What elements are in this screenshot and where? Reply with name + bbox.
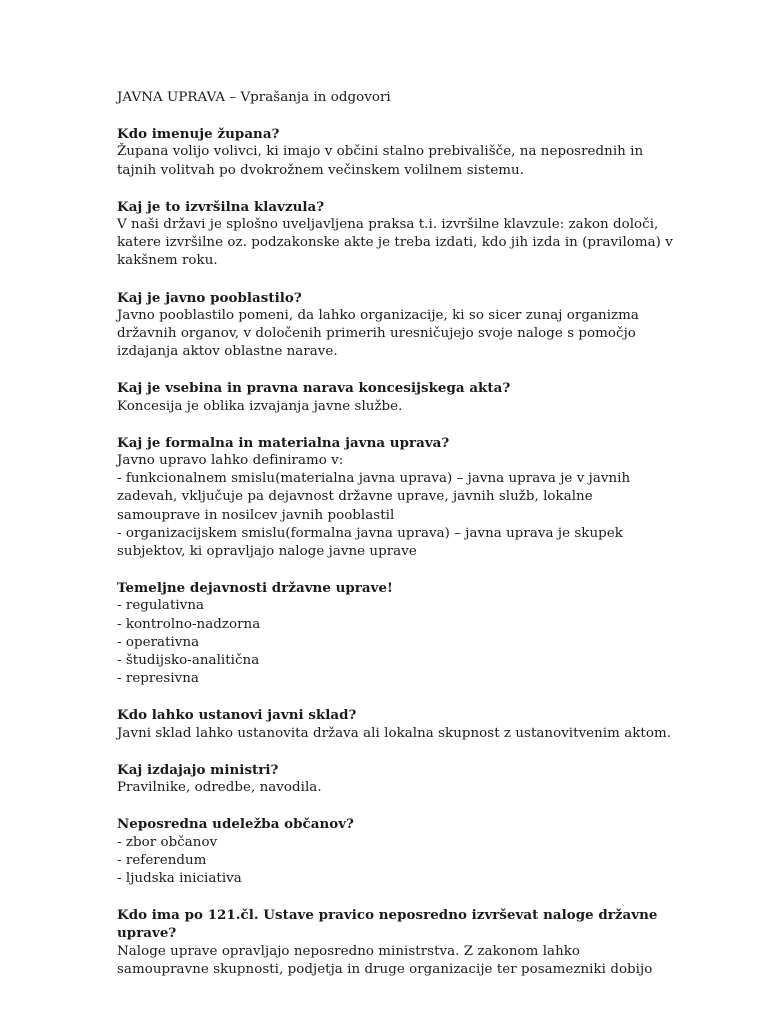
document-title: JAVNA UPRAVA – Vprašanja in odgovori bbox=[117, 90, 391, 105]
qa-block bbox=[117, 815, 677, 888]
qa-block bbox=[117, 198, 677, 271]
list-item: - represivna bbox=[117, 671, 199, 687]
question: Kaj je vsebina in pravna narava koncesijskega akta? bbox=[117, 380, 511, 397]
qa-block bbox=[117, 289, 677, 362]
answer-line: izdajanja aktov oblastne narave. bbox=[117, 344, 338, 360]
question: Kdo lahko ustanovi javni sklad? bbox=[117, 707, 357, 724]
question: Temeljne dejavnosti državne uprave! bbox=[117, 580, 393, 597]
qa-block bbox=[117, 434, 677, 561]
qa-block bbox=[117, 761, 677, 797]
answer-line: Koncesija je oblika izvajanja javne službe. bbox=[117, 398, 403, 414]
qa-block bbox=[117, 579, 677, 688]
qa-block bbox=[117, 125, 677, 180]
answer-line: kakšnem roku. bbox=[117, 253, 218, 269]
question: Kaj je javno pooblastilo? bbox=[117, 289, 302, 306]
answer-line: katere izvršilne oz. podzakonske akte je treba izdati, kdo jih izda in (praviloma) v bbox=[117, 235, 673, 251]
answer-line: - organizacijskem smislu(formalna javna uprava) – javna uprava je skupek bbox=[117, 525, 623, 541]
question: Kaj je to izvršilna klavzula? bbox=[117, 198, 325, 215]
answer-line: Javno upravo lahko definiramo v: bbox=[117, 453, 344, 469]
answer-line: državnih organov, v določenih primerih uresničujejo svoje naloge s pomočjo bbox=[117, 326, 636, 342]
question: Kaj izdajajo ministri? bbox=[117, 761, 279, 778]
list-item: - zbor občanov bbox=[117, 834, 218, 850]
qa-block bbox=[117, 906, 677, 979]
answer-line: Javni sklad lahko ustanovita država ali lokalna skupnost z ustanovitvenim aktom. bbox=[117, 725, 672, 741]
qa-block bbox=[117, 379, 677, 415]
question: uprave? bbox=[117, 925, 177, 942]
list-item: - referendum bbox=[117, 852, 207, 868]
question: Kdo ima po 121.čl. Ustave pravico neposredno izvrševat naloge državne bbox=[117, 907, 658, 924]
answer-line: Naloge uprave opravljajo neposredno ministrstva. Z zakonom lahko bbox=[117, 943, 581, 959]
answer-line: tajnih volitvah po dvokrožnem večinskem volilnem sistemu. bbox=[117, 162, 525, 178]
answer-line: samoupravne skupnosti, podjetja in druge organizacije ter posamezniki dobijo bbox=[117, 961, 653, 977]
answer-line: Pravilnike, odredbe, navodila. bbox=[117, 780, 322, 796]
list-item: - regulativna bbox=[117, 598, 205, 614]
answer-line: V naši državi je splošno uveljavljena praksa t.i. izvršilne klavzule: zakon določi, bbox=[117, 217, 659, 233]
list-item: - operativna bbox=[117, 634, 200, 650]
answer-line: Župana volijo volivci, ki imajo v občini stalno prebivališče, na neposrednih in bbox=[117, 144, 644, 160]
question: Kaj je formalna in materialna javna uprava? bbox=[117, 434, 450, 451]
document-page bbox=[117, 89, 677, 997]
answer-line: subjektov, ki opravljajo naloge javne uprave bbox=[117, 544, 417, 560]
qa-block bbox=[117, 706, 677, 742]
answer-line: samouprave in nosilcev javnih pooblastil bbox=[117, 507, 395, 523]
list-item: - kontrolno-nadzorna bbox=[117, 616, 261, 632]
answer-line: zadevah, vključuje pa dejavnost državne uprave, javnih služb, lokalne bbox=[117, 489, 593, 505]
list-item: - ljudska iniciativa bbox=[117, 870, 242, 886]
answer-line: Javno pooblastilo pomeni, da lahko organizacije, ki so sicer zunaj organizma bbox=[117, 307, 639, 323]
list-item: - študijsko-analitična bbox=[117, 653, 260, 669]
question: Kdo imenuje župana? bbox=[117, 126, 280, 143]
question: Neposredna udeležba občanov? bbox=[117, 816, 354, 833]
answer-line: - funkcionalnem smislu(materialna javna uprava) – javna uprava je v javnih bbox=[117, 471, 631, 487]
